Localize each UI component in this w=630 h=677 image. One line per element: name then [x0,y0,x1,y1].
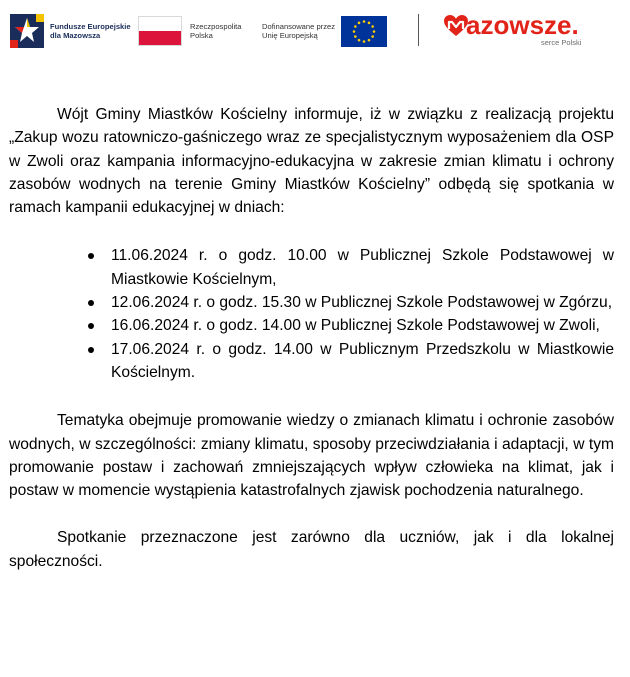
fundusze-europejskie-logo [10,14,131,48]
eu-flag-icon [341,16,387,47]
unia-europejska-text [262,22,335,40]
eu-star-icon [354,35,357,38]
mazowsze-heart-m-icon [444,15,468,37]
logo-divider [418,14,419,46]
announcement-body [9,103,614,573]
topics-paragraph: Tematyka obejmuje promowanie wiedzy o zmianach klimatu i ochronie zasobów wodnych, w szczególności: zmiany klimatu, sposoby przeciwdziałania i adaptacji, w tym promowanie postaw i zachowań zmniejszających wpływ człowieka na klimat, jak i postaw w momencie wystąpienia katastrofalnych zjawisk pochodzenia naturalnego. [9,412,614,500]
rp-line1: Rzeczpospolita [190,22,242,31]
rzeczpospolita-polska-logo [138,14,242,48]
meeting-text: 11.06.2024 r. o godz. 10.00 w Publicznej Szkole Podstawowej w Miastkowie Kościelnym, [111,247,614,288]
meeting-text: 16.06.2024 r. o godz. 14.00 w Publicznej Szkole Podstawowej w Zwoli, [111,317,600,335]
intro-paragraph: Wójt Gminy Miastków Kościelny informuje, iż w związku z realizacją projektu „Zakup wozu ratowniczo-gaśniczego wraz ze specjalistycznym wyposażeniem dla OSP w Zwoli oraz kampania informacyjno-edukacyjna w zakresie zmian klimatu i ochrony zasobów wodnych na terenie Gminy Miastków Kościelny” odbędą się spotkania w ramach kampanii edukacyjnej w dniach: [9,106,614,217]
meeting-item [111,314,614,337]
mazowsze-wordmark: azowsze. [466,10,579,40]
fe-line2: dla Mazowsza [50,31,101,40]
meeting-text: 17.06.2024 r. o godz. 14.00 w Publicznym Przedszkolu w Miastkowie Kościelnym. [111,340,614,381]
eu-star-icon [358,38,361,41]
fe-line1: Fundusze Europejskie [50,22,131,31]
meeting-item [111,338,614,385]
bullet-icon [88,300,94,306]
eu-star-icon [363,40,366,43]
eu-star-icon [373,30,376,33]
audience-paragraph: Spotkanie przeznaczone jest zarówno dla uczniów, jak i dla lokalnej społeczności. [9,529,614,570]
rp-line2: Polska [190,31,213,40]
meetings-list [9,244,614,384]
bullet-icon [88,323,94,329]
ue-line1: Dofinansowane przez [262,22,336,31]
ue-line2: Unię Europejską [262,31,318,40]
eu-star-icon [368,38,371,41]
meeting-item [111,291,614,314]
eu-star-icon [371,35,374,38]
mazowsze-tagline: serce Polski [541,38,582,47]
unia-europejska-logo [262,14,387,48]
polish-flag-icon [138,16,182,46]
eu-star-icon [354,25,357,28]
eu-star-icon [371,25,374,28]
eu-star-icon [353,30,356,33]
meeting-text: 12.06.2024 r. o godz. 15.30 w Publicznej Szkole Podstawowej w Zgórzu, [111,294,613,312]
bullet-icon [88,347,94,353]
eu-star-icon [363,20,366,23]
meeting-item [111,244,614,291]
rzeczpospolita-polska-text [190,22,242,40]
logo-bar [0,0,630,60]
mazowsze-logo [444,8,614,50]
bullet-icon [88,253,94,259]
eu-star-icon [358,21,361,24]
fundusze-europejskie-star-icon [10,14,44,48]
eu-star-icon [368,21,371,24]
fundusze-europejskie-text [50,22,131,40]
